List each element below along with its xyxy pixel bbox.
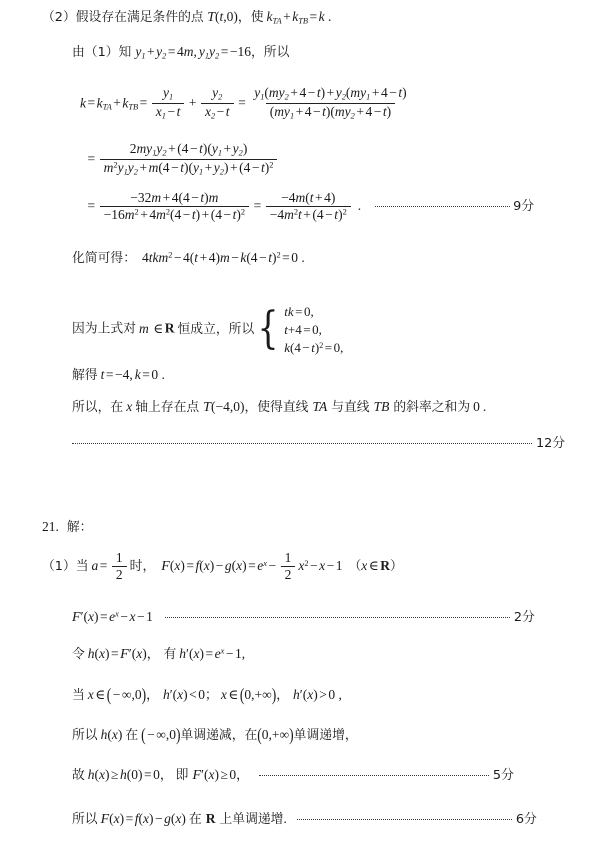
fraction-expanded: $\frac{y_1(my_2 + 4 - t) + y_2(my_1 + 4 - t)}{(my_1 + 4 - t)(my_2 + 4 - t)}$ xyxy=(254,85,407,121)
given-from-part1-line: 由（1）知 $y_1 + y_2 = 4m$, $y_1y_2 = -16$，所以 xyxy=(72,44,290,61)
fraction-one-half-x2: $\frac{1}{2}$ xyxy=(281,551,296,581)
part2-text-a: 假设存在满足条件的点 xyxy=(75,10,204,25)
slope-sum-equation-2: = $\frac{2my_1y_2 + (4 - t)(y_1 + y_2)}{m^2y_1y_2 + m(4 - t)(y_1 + y_2) + (4 - t)^2}$ xyxy=(86,143,280,177)
slope-sum-equation-3: = $\frac{-32m + 4(4 - t)m}{-16m^2 + 4m^2(4 - t) + (4 - t)^2}$ = $\frac{-4m(t + 4)}{-4m^2t + (4 - t)^2}$ . 9分 xyxy=(87,190,535,222)
system-row-1: tk = 0, xyxy=(284,304,314,319)
p21-final-conclusion-line: 所以 F(x) = f(x) − g(x) 在 R 上单调递增. 6分 xyxy=(72,811,537,827)
system-row-2: t+4 = 0, xyxy=(284,322,322,337)
given-suffix: ，所以 xyxy=(250,45,290,60)
solve-result-line: 解得 t = −4, k = 0 . xyxy=(72,367,165,383)
simplify-label: 化简可得： xyxy=(72,251,136,266)
problem-21-heading xyxy=(42,520,92,535)
left-brace-icon: { xyxy=(257,303,279,355)
solution-label: 解： xyxy=(66,520,93,535)
p21-derivative-line: $F'(x) = e^x - x - 1$ 2分 xyxy=(72,609,535,625)
brace-system xyxy=(254,305,343,354)
part2-statement-line: （2）假设存在满足条件的点 T(t,0)，使 $k_{TA} + k_{TB} = k$ . xyxy=(42,9,332,26)
slope-sum-equation-1: $k = k_{TA} + k_{TB}$ = $\frac{y_1}{x_1 - t}$ + $\frac{y_2}{x_2 - t}$ = $\frac{y_1(my_2 + 4 - t) + y_2(my_1 + 4 - t)}{(my_1 + 4 - t)(my_2 + 4 - t)}$ xyxy=(80,87,414,121)
score-12-line xyxy=(72,436,565,451)
p21-part1-label: （1） xyxy=(42,559,76,575)
score-2: 2分 xyxy=(513,610,535,625)
p21-shi: 时， xyxy=(129,559,156,575)
p21-monotonic-sign-line: 当 x ∈ ( − ∞,0)， h′(x) < 0； x ∈ (0,+∞)， h′(x) > 0 , xyxy=(72,684,342,705)
fraction-y1-over-x1mt: $\frac{y_1}{x_1 - t}$ xyxy=(152,86,185,120)
system-prefix: 因为上式对 xyxy=(72,321,136,337)
p21-part1-line: （1）当 a = $\frac{1}{2}$ 时， $F(x) = f(x) - g(x) = e^x$ − $\frac{1}{2}$ $x^2 - x - 1$ （x ∈ R） xyxy=(42,550,403,582)
problem-number: 21. xyxy=(42,519,59,534)
score-9: 9分 xyxy=(513,199,535,215)
score-12: 12分 xyxy=(536,436,566,451)
system-of-equations-line: 因为上式对 m ∈ R 恒成立，所以 { tk = 0, t+4 = 0, $k(4 - t)^2 = 0$, xyxy=(72,303,344,355)
simplify-line: 化简可得： $4tkm^2 - 4(t + 4)m - k(4 - t)^2 = 0$ . xyxy=(72,250,305,266)
part2-conclusion-line: 所以，在 x 轴上存在点 T(−4,0)，使得直线 TA 与直线 TB 的斜率之和为 0 . xyxy=(72,399,487,415)
system-row-3: $k(4 - t)^2 = 0$, xyxy=(284,340,344,355)
p21-prefix: 当 xyxy=(75,559,89,575)
part2-text-b: ，使 xyxy=(237,10,264,25)
given-prefix: 由（1）知 xyxy=(72,45,132,60)
fraction-numeric-substituted: $\frac{-32m + 4(4 - t)m}{-16m^2 + 4m^2(4 - t) + (4 - t)^2}$ xyxy=(100,191,249,221)
fraction-vieta-substituted: $\frac{2my_1y_2 + (4 - t)(y_1 + y_2)}{m^2y_1y_2 + m(4 - t)(y_1 + y_2) + (4 - t)^2}$ xyxy=(100,142,278,176)
fraction-one-half-a: $\frac{1}{2}$ xyxy=(112,551,127,581)
part2-label: （2） xyxy=(42,10,76,25)
score-6: 6分 xyxy=(515,812,537,827)
fraction-simplified: $\frac{-4m(t + 4)}{-4m^2t + (4 - t)^2}$ xyxy=(266,191,351,221)
system-mid: 恒成立，所以 xyxy=(177,321,255,337)
p21-let-h-line: 令 h(x) = F′(x)， 有 $h'(x) = e^x - 1$, xyxy=(72,646,246,662)
p21-nonneg-line: 故 h(x) ≥ h(0) = 0， 即 F′(x) ≥ 0， 5分 xyxy=(72,767,514,783)
fraction-y2-over-x2mt: $\frac{y_2}{x_2 - t}$ xyxy=(201,86,234,120)
score-5: 5分 xyxy=(492,768,514,783)
p21-monotonic-conclusion-line: 所以 h(x) 在 ( − ∞,0)单调递减，在(0,+∞)单调递增， xyxy=(72,724,358,745)
